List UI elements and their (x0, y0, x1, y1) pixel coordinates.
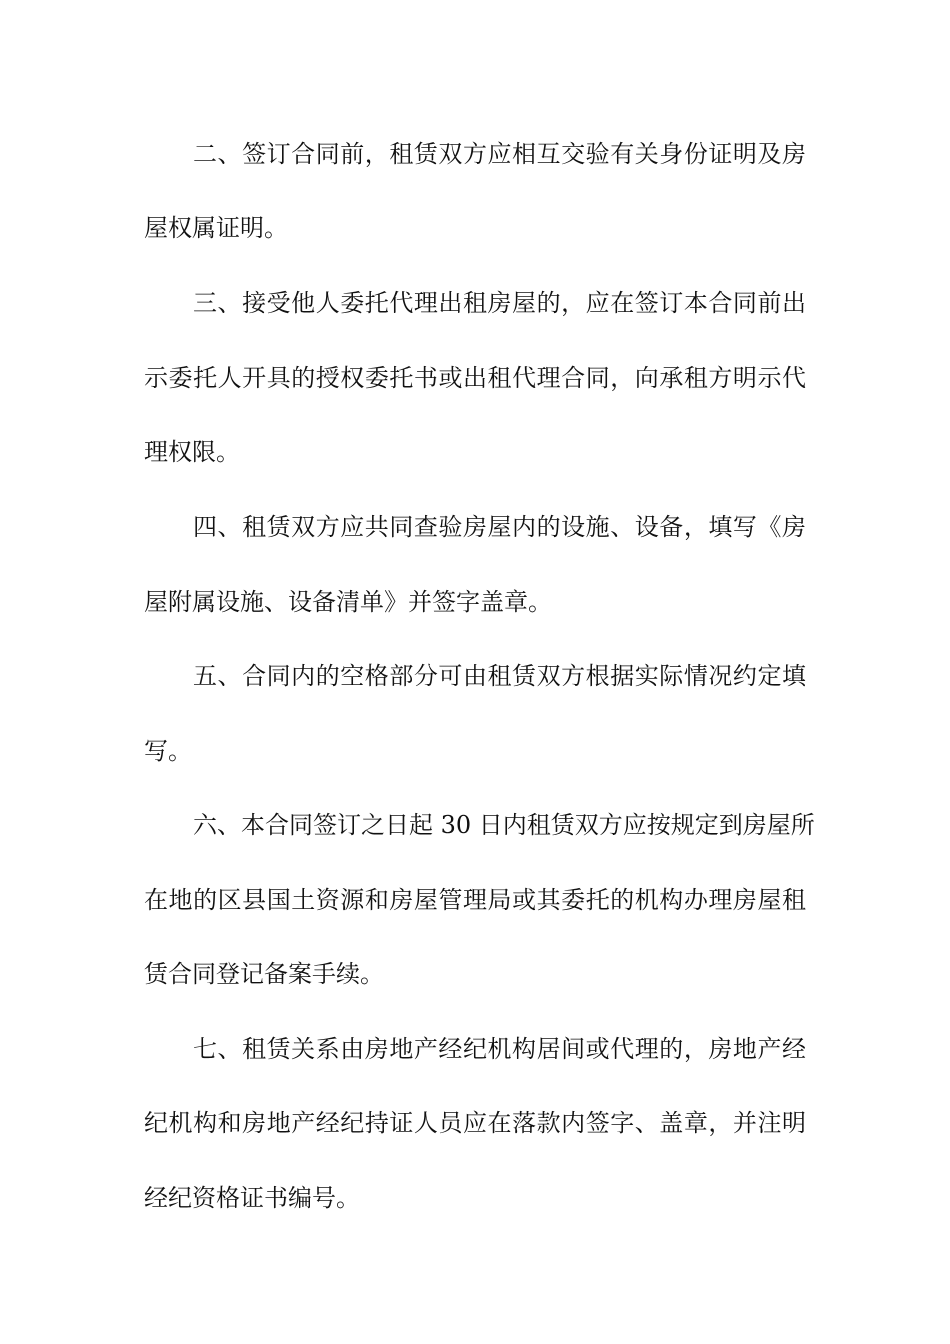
paragraph-2-line-2: 屋权属证明。 (144, 214, 288, 242)
paragraph-3-line-3: 理权限。 (144, 438, 240, 466)
paragraph-7-line-2: 纪机构和房地产经纪持证人员应在落款内签字、盖章，并注明 (144, 1109, 806, 1137)
paragraph-6-line-1: 六、本合同签订之日起 30 日内租赁双方应按规定到房屋所 (193, 811, 815, 839)
paragraph-2-line-1: 二、签订合同前，租赁双方应相互交验有关身份证明及房 (193, 140, 806, 168)
paragraph-3-line-2: 示委托人开具的授权委托书或出租代理合同，向承租方明示代 (144, 364, 806, 392)
paragraph-5-line-1: 五、合同内的空格部分可由租赁双方根据实际情况约定填 (193, 662, 806, 690)
paragraph-6-line-2: 在地的区县国土资源和房屋管理局或其委托的机构办理房屋租 (144, 886, 806, 914)
paragraph-4-line-1: 四、租赁双方应共同查验房屋内的设施、设备，填写《房 (193, 513, 806, 541)
paragraph-4-line-2: 屋附属设施、设备清单》并签字盖章。 (144, 588, 552, 616)
paragraph-7-line-3: 经纪资格证书编号。 (144, 1184, 360, 1212)
paragraph-7-line-1: 七、租赁关系由房地产经纪机构居间或代理的，房地产经 (193, 1035, 806, 1063)
paragraph-6-line-3: 赁合同登记备案手续。 (144, 960, 384, 988)
paragraph-3-line-1: 三、接受他人委托代理出租房屋的，应在签订本合同前出 (193, 289, 806, 317)
paragraph-5-line-2: 写。 (144, 737, 192, 765)
